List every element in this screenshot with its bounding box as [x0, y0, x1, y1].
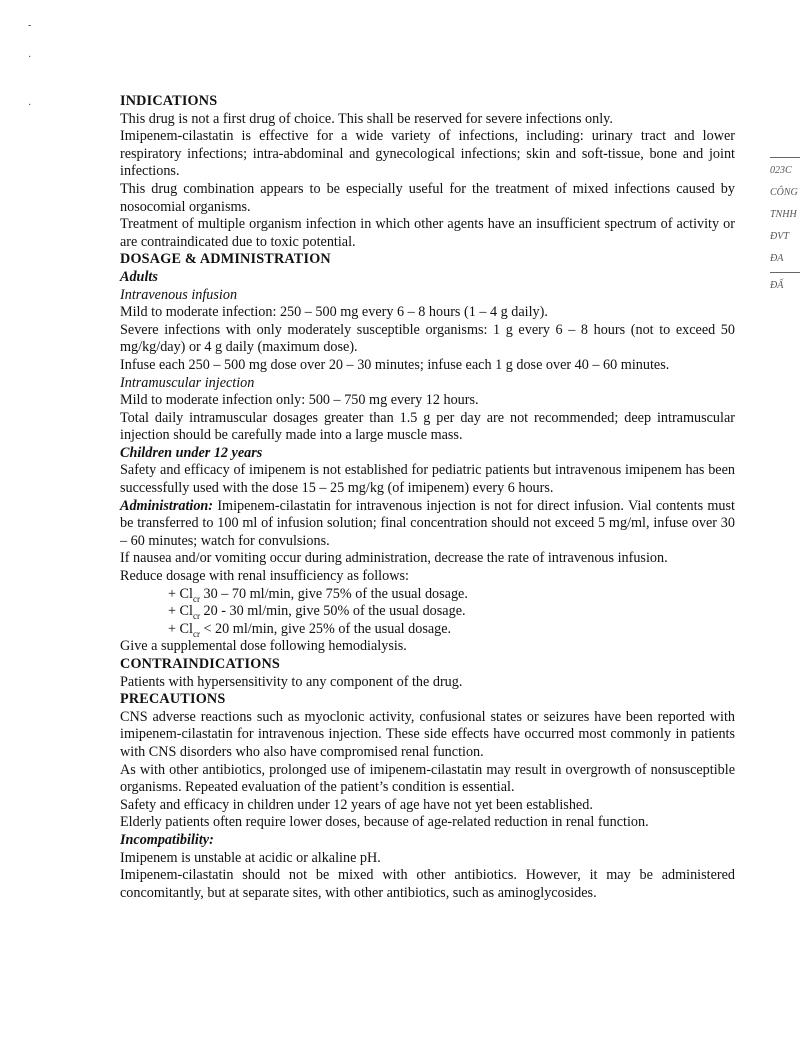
children-paragraph: Safety and efficacy of imipenem is not established for pediatric patients but intravenous imipenem has been successfully used with the dose 15 – 25 mg/kg (of imipenem) every 6 hours. [120, 462, 735, 497]
stamp-fragment: TNHH [770, 209, 797, 220]
indications-paragraph: Treatment of multiple organism infection in which other agents have an insufficient spectrum of activity or are contraindicated due to toxic potential. [120, 216, 735, 250]
margin-scan-marks [28, 20, 31, 112]
administration-paragraph [120, 498, 735, 551]
children-subheading: Children under 12 years [120, 444, 263, 461]
stamp-fragment: 023C [770, 165, 792, 176]
stamp-fragment: CÔNG [770, 187, 798, 198]
precautions-paragraph: As with other antibiotics, prolonged use of imipenem-cilastatin may result in overgrowth of nonsusceptible organisms. Repeated evaluation of the patient’s condition is essential. [120, 761, 735, 796]
im-injection-label: Intramuscular injection [120, 374, 255, 391]
indications-paragraph: This drug combination appears to be especially useful for the treatment of mixed infections caused by nosocomial organisms. [120, 180, 735, 215]
im-paragraph: Mild to moderate infection only: 500 – 750 mg every 12 hours. [120, 392, 479, 409]
iv-paragraph: Mild to moderate infection: 250 – 500 mg every 6 – 8 hours (1 – 4 g daily). [120, 304, 548, 321]
nausea-paragraph: If nausea and/or vomiting occur during administration, decrease the rate of intravenous infusion. [120, 550, 668, 567]
stamp-fragment: ĐVT [770, 231, 789, 242]
renal-item: + $Cl_{cr}$ 30 – 70 ml/min, give 75% of the usual dosage. [168, 585, 468, 604]
precautions-heading: PRECAUTIONS [120, 691, 226, 708]
precautions-paragraph: Safety and efficacy in children under 12 years of age have not yet been established. [120, 796, 593, 813]
document-body [120, 93, 735, 902]
incompatibility-subheading: Incompatibility: [120, 831, 214, 848]
iv-paragraph: Severe infections with only moderately susceptible organisms: 1 g every 6 – 8 hours (not to exceed 50 mg/kg/day) or 4 g daily (maximum dose). [120, 321, 735, 356]
stamp-rule [770, 272, 800, 273]
stamp-fragment: ĐẤ [770, 280, 784, 291]
margin-mark: · [28, 100, 32, 111]
administration-text: Imipenem-cilastatin for intravenous injection is not for direct infusion. Vial contents must be transferred to 100 ml of infusion solution; final concentration should not exceed 5 mg/ml, infuse over 30 – 60 minutes; watch for convulsions. [120, 497, 735, 549]
im-paragraph: Total daily intramuscular dosages greater than 1.5 g per day are not recommended; deep intramuscular injection should be carefully made into a large muscle mass. [120, 409, 735, 444]
side-stamp [770, 155, 800, 297]
supplemental-dose: Give a supplemental dose following hemodialysis. [120, 638, 407, 655]
dosage-heading: DOSAGE & ADMINISTRATION [120, 251, 331, 268]
indications-heading: INDICATIONS [120, 93, 218, 109]
margin-mark: - [28, 20, 32, 31]
precautions-paragraph: CNS adverse reactions such as myoclonic activity, confusional states or seizures have been reported with imipenem-cilastatin for intravenous injection. These side effects have occurred most commonly in patients with CNS disorders who also have compromised renal function. [120, 708, 735, 760]
incompatibility-paragraph: Imipenem-cilastatin should not be mixed with other antibiotics. However, it may be administered concomitantly, but at separate sites, with other antibiotics, such as aminoglycosides. [120, 867, 735, 901]
renal-item: + $Cl_{cr} < 20$ ml/min, give 25% of the usual dosage. [168, 620, 452, 639]
margin-mark: · [28, 52, 32, 63]
indications-paragraph: This drug is not a first drug of choice. This shall be reserved for severe infections only. [120, 110, 613, 127]
stamp-rule [770, 157, 800, 158]
administration-label: Administration: [120, 497, 214, 514]
contraindications-text: Patients with hypersensitivity to any component of the drug. [120, 673, 463, 690]
renal-intro: Reduce dosage with renal insufficiency as follows: [120, 568, 409, 585]
indications-paragraph: Imipenem-cilastatin is effective for a wide variety of infections, including: urinary tract and lower respiratory infections; intra-abdominal and gynecological infections; skin and soft-tissue, bone and joint infections. [120, 128, 735, 180]
incompatibility-paragraph: Imipenem is unstable at acidic or alkaline pH. [120, 849, 381, 866]
contraindications-heading: CONTRAINDICATIONS [120, 656, 281, 672]
stamp-fragment: ĐA [770, 253, 784, 264]
iv-paragraph: Infuse each 250 – 500 mg dose over 20 – 30 minutes; infuse each 1 g dose over 40 – 60 minutes. [120, 356, 670, 373]
renal-item: + $Cl_{cr}$ 20 - 30 ml/min, give 50% of the usual dosage. [168, 603, 466, 622]
adults-subheading: Adults [120, 268, 158, 285]
iv-infusion-label: Intravenous infusion [120, 286, 238, 303]
precautions-paragraph: Elderly patients often require lower doses, because of age-related reduction in renal function. [120, 814, 649, 831]
